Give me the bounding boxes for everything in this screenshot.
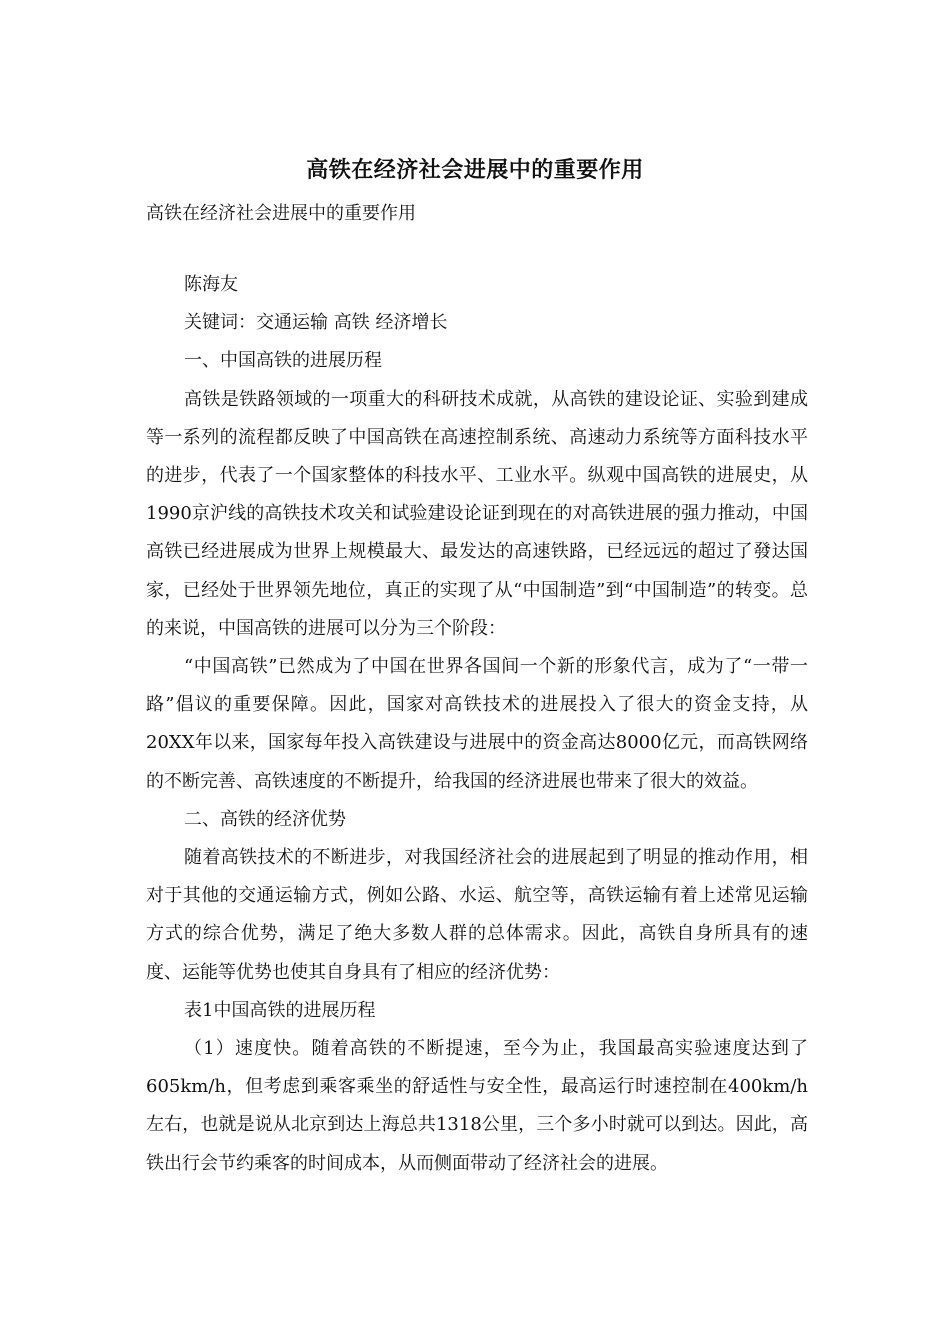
document-title: 高铁在经济社会进展中的重要作用 [306,157,644,183]
author-name: 陈海友 [184,274,238,295]
document-subtitle: 高铁在经济社会进展中的重要作用 [146,203,416,224]
paragraph-3: 随着高铁技术的不断进步，对我国经济社会的进展起到了明显的推动作用，相对于其他的交通运输方式，例如公路、水运、航空等，高铁运输有着上述常见运输方式的综合优势，满足了绝大多数人群的总体需求。因此，高铁自身所具有的速度、运能等优势也使其自身具有了相应的经济优势： [146,847,808,983]
section-heading-2: 二、高铁的经济优势 [184,808,346,830]
table-caption: 表1中国高铁的进展历程 [184,999,376,1021]
document-body [146,266,808,1183]
section-heading-1: 一、中国高铁的进展历程 [184,350,382,372]
paragraph-4: （1）速度快。随着高铁的不断提速，至今为止，我国最高实验速度达到了605km/h，但考虑到乘客乘坐的舒适性与安全性，最高运行时速控制在400km/h左右，也就是说从北京到达上海总共1318公里，三个多小时就可以到达。因此，高铁出行会节约乘客的时间成本，从而侧面带动了经济社会的进展。 [146,1038,808,1174]
paragraph-2: “中国高铁”已然成为了中国在世界各国间一个新的形象代言，成为了“一带一路”倡议的重要保障。因此，国家对高铁技术的进展投入了很大的资金支持，从20XX年以来，国家每年投入高铁建设与进展中的资金高达8000亿元，而高铁网络的不断完善、高铁速度的不断提升，给我国的经济进展也带来了很大的效益。 [146,656,808,792]
keywords-line: 关键词：交通运输 高铁 经济增长 [184,312,448,334]
paragraph-1: 高铁是铁路领域的一项重大的科研技术成就，从高铁的建设论证、实验到建成等一系列的流程都反映了中国高铁在高速控制系统、高速动力系统等方面科技水平的进步，代表了一个国家整体的科技水平、工业水平。纵观中国高铁的进展史，从1990京沪线的高铁技术攻关和试验建设论证到现在的对高铁进展的强力推动，中国高铁已经进展成为世界上规模最大、最发达的高速铁路，已经远远的超过了發达国家，已经处于世界领先地位，真正的实现了从“中国制造”到“中国制造”的转变。总的来说，中国高铁的进展可以分为三个阶段： [146,388,808,639]
